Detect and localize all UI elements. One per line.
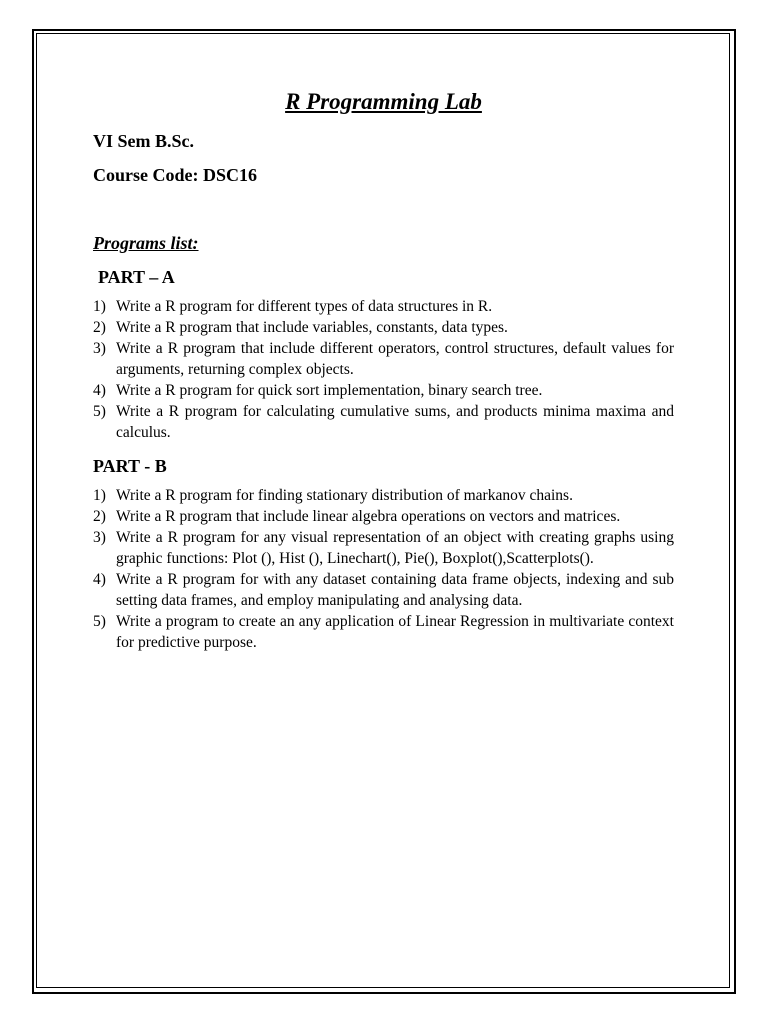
part-a-list	[93, 296, 674, 443]
item-number: 1)	[93, 487, 106, 504]
item-text: Write a R program for any visual representation of an object with creating graphs using graphic functions: Plot (), Hist (), Linechart(), Pie(), Boxplot(),Scatterplots().	[116, 529, 674, 567]
list-item	[93, 296, 674, 317]
item-text: Write a R program that include variables, constants, data types.	[116, 319, 508, 336]
document-content	[93, 86, 674, 653]
part-a-heading: PART – A	[98, 267, 175, 287]
item-number: 1)	[93, 298, 106, 315]
item-number: 4)	[93, 382, 106, 399]
item-text: Write a R program that include different operators, control structures, default values for arguments, returning complex objects.	[116, 340, 674, 378]
item-number: 3)	[93, 340, 106, 357]
list-item	[93, 380, 674, 401]
item-number: 4)	[93, 571, 106, 588]
document-title: R Programming Lab	[285, 89, 482, 114]
item-text: Write a R program for with any dataset containing data frame objects, indexing and sub setting data frames, and employ manipulating and analysing data.	[116, 571, 674, 609]
list-item	[93, 527, 674, 569]
item-text: Write a R program for quick sort implementation, binary search tree.	[116, 382, 543, 399]
item-number: 3)	[93, 529, 106, 546]
list-item	[93, 401, 674, 443]
item-number: 2)	[93, 508, 106, 525]
item-text: Write a R program for calculating cumulative sums, and products minima maxima and calculus.	[116, 403, 674, 441]
programs-list-heading: Programs list:	[93, 233, 199, 253]
item-number: 2)	[93, 319, 106, 336]
course-code-label: Course Code: DSC16	[93, 165, 257, 185]
list-item	[93, 611, 674, 653]
item-number: 5)	[93, 403, 106, 420]
list-item	[93, 485, 674, 506]
item-number: 5)	[93, 613, 106, 630]
item-text: Write a R program that include linear algebra operations on vectors and matrices.	[116, 508, 621, 525]
part-b-list	[93, 485, 674, 653]
list-item	[93, 338, 674, 380]
semester-label: VI Sem B.Sc.	[93, 131, 195, 151]
part-b-heading: PART - B	[93, 456, 167, 476]
item-text: Write a program to create an any application of Linear Regression in multivariate context for predictive purpose.	[116, 613, 674, 651]
item-text: Write a R program for finding stationary distribution of markanov chains.	[116, 487, 573, 504]
item-text: Write a R program for different types of data structures in R.	[116, 298, 493, 315]
list-item	[93, 569, 674, 611]
list-item	[93, 317, 674, 338]
list-item	[93, 506, 674, 527]
